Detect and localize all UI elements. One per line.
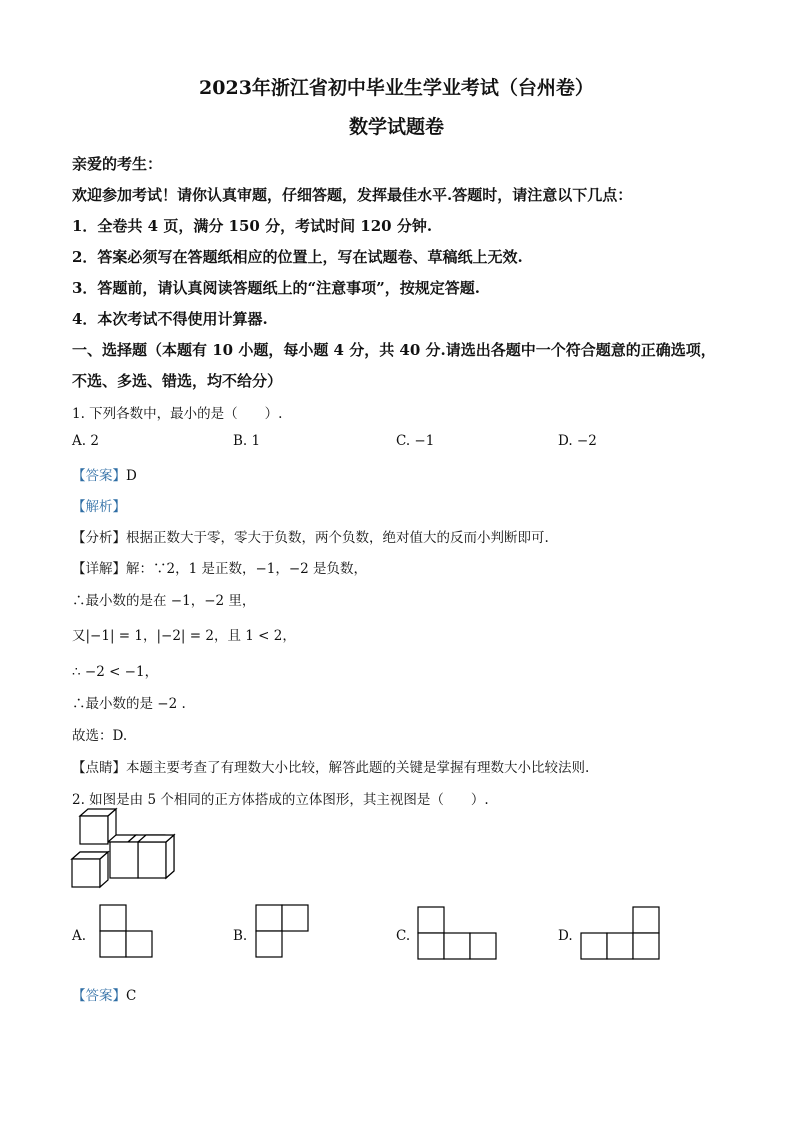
q1-answer	[72, 464, 137, 484]
q1-option-a: A. 2	[72, 433, 99, 449]
notice-item: 1．全卷共 4 页，满分 150 分，考试时间 120 分钟.	[72, 217, 433, 235]
page-subtitle: 数学试题卷	[348, 116, 444, 138]
q1-option-c: C. −1	[396, 433, 435, 449]
section-heading: 一、选择题（本题有 10 小题，每小题 4 分，共 40 分.请选出各题中一个符合题意的正确选项，	[72, 341, 716, 359]
answer-value: C	[126, 988, 137, 1004]
notice-item: 4．本次考试不得使用计算器.	[72, 310, 268, 328]
q1-step-3: ∴ −2 < −1，	[72, 664, 159, 680]
q2-option-b-figure	[255, 904, 315, 964]
question-1-stem: 1. 下列各数中，最小的是（ ）.	[72, 406, 283, 422]
analysis-tag: 【解析】	[72, 499, 126, 515]
q1-conclusion: 故选：D.	[72, 728, 128, 744]
q2-answer	[72, 984, 136, 1004]
q2-option-b-label: B.	[233, 928, 248, 944]
greeting: 亲爱的考生：	[72, 155, 163, 173]
question-2-stem: 2. 如图是由 5 个相同的正方体搭成的立体图形，其主视图是（ ）.	[72, 792, 489, 808]
answer-value: D	[126, 468, 137, 484]
cube-figure	[70, 812, 190, 892]
q1-step-1: ∴最小数的是在 −1，−2 里，	[72, 593, 256, 609]
q2-option-a-label: A.	[72, 928, 87, 944]
q1-fenxi: 【分析】根据正数大于零，零大于负数，两个负数，绝对值大的反而小判断即可.	[72, 530, 549, 546]
q2-option-d-figure	[580, 906, 670, 966]
q2-option-c-label: C.	[396, 928, 411, 944]
q1-option-d: D. −2	[558, 433, 597, 449]
q1-xiangjie: 【详解】解：∵2，1 是正数，−1，−2 是负数，	[72, 561, 368, 577]
q1-step-4: ∴最小数的是 −2 .	[72, 696, 186, 712]
notice-item: 3．答题前，请认真阅读答题纸上的“注意事项”，按规定答题.	[72, 279, 480, 297]
q2-option-c-figure	[417, 906, 507, 966]
page-title: 2023年浙江省初中毕业生学业考试（台州卷）	[199, 77, 594, 99]
q2-option-a-figure	[99, 904, 159, 964]
q2-option-d-label: D.	[558, 928, 573, 944]
q1-option-b: B. 1	[233, 433, 261, 449]
notice-item: 2．答案必须写在答题纸相应的位置上，写在试题卷、草稿纸上无效.	[72, 248, 523, 266]
answer-tag: 【答案】	[72, 988, 126, 1004]
q1-dianjing: 【点睛】本题主要考查了有理数大小比较，解答此题的关键是掌握有理数大小比较法则.	[72, 760, 590, 776]
section-heading-cont: 不选、多选、错选，均不给分）	[72, 372, 283, 390]
q1-step-2: 又|−1| = 1，|−2| = 2，且 1 < 2，	[72, 628, 296, 644]
notice-intro: 欢迎参加考试！请你认真审题，仔细答题，发挥最佳水平.答题时，请注意以下几点：	[72, 186, 633, 204]
answer-tag: 【答案】	[72, 468, 126, 484]
